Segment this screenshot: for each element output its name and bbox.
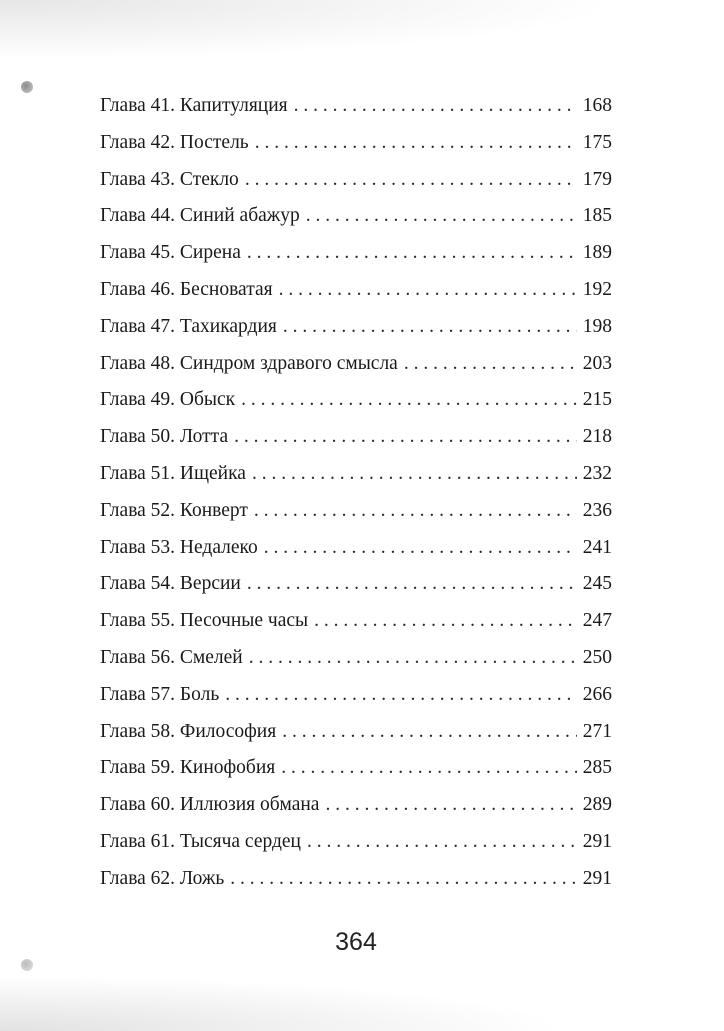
toc-entry-title: Глава 58. Философия bbox=[100, 720, 277, 742]
toc-entry-page: 175 bbox=[582, 131, 612, 153]
toc-entry bbox=[100, 824, 612, 861]
toc-entry bbox=[100, 419, 612, 456]
toc-entry-title: Глава 54. Версии bbox=[100, 573, 241, 595]
toc-entry-page: 236 bbox=[582, 499, 612, 521]
toc-entry bbox=[100, 198, 612, 235]
dot-leader bbox=[252, 456, 577, 493]
toc-entry-page: 271 bbox=[582, 720, 612, 742]
toc-entry-page: 179 bbox=[582, 168, 612, 190]
dot-leader bbox=[247, 566, 577, 603]
toc-entry-page: 232 bbox=[582, 462, 612, 484]
toc-entry-page: 203 bbox=[582, 352, 612, 374]
toc-entry-page: 215 bbox=[582, 389, 612, 411]
toc-entry bbox=[100, 787, 612, 824]
toc-entry-page: 198 bbox=[582, 315, 612, 337]
binding-hole-bottom bbox=[21, 959, 33, 971]
toc-entry bbox=[100, 235, 612, 272]
dot-leader bbox=[225, 677, 577, 714]
binding-hole-top bbox=[21, 81, 33, 93]
dot-leader bbox=[249, 640, 577, 677]
toc-entry-page: 189 bbox=[582, 242, 612, 264]
toc-entry-title: Глава 57. Боль bbox=[100, 683, 220, 705]
toc-entry bbox=[100, 714, 612, 751]
toc-entry bbox=[100, 750, 612, 787]
toc-entry-title: Глава 43. Стекло bbox=[100, 168, 239, 190]
toc-entry-page: 289 bbox=[582, 794, 612, 816]
dot-leader bbox=[283, 309, 577, 346]
toc-entry-page: 218 bbox=[582, 426, 612, 448]
toc-entry bbox=[100, 88, 612, 125]
page-number: 364 bbox=[335, 928, 377, 956]
toc-entry-title: Глава 61. Тысяча сердец bbox=[100, 830, 301, 852]
toc-entry bbox=[100, 125, 612, 162]
dot-leader bbox=[294, 88, 577, 125]
toc-entry-page: 247 bbox=[582, 610, 612, 632]
toc-entry-page: 245 bbox=[582, 573, 612, 595]
dot-leader bbox=[247, 235, 577, 272]
dot-leader bbox=[282, 714, 577, 751]
table-of-contents bbox=[100, 88, 612, 898]
toc-entry-title: Глава 41. Капитуляция bbox=[100, 95, 288, 116]
toc-entry bbox=[100, 861, 612, 898]
toc-entry bbox=[100, 162, 612, 199]
toc-entry-title: Глава 55. Песочные часы bbox=[100, 610, 309, 632]
dot-leader bbox=[230, 861, 576, 898]
page-shadow-bottom bbox=[0, 961, 724, 1031]
toc-entry-page: 192 bbox=[582, 278, 612, 300]
dot-leader bbox=[241, 382, 577, 419]
toc-entry-page: 185 bbox=[582, 205, 612, 227]
page-shadow-top bbox=[0, 0, 724, 70]
dot-leader bbox=[234, 419, 577, 456]
toc-entry-title: Глава 48. Синдром здравого смысла bbox=[100, 352, 398, 374]
toc-entry-title: Глава 62. Ложь bbox=[100, 867, 225, 889]
toc-entry bbox=[100, 566, 612, 603]
toc-entry-title: Глава 44. Синий абажур bbox=[100, 205, 300, 227]
toc-entry-title: Глава 51. Ищейка bbox=[100, 462, 246, 484]
toc-entry bbox=[100, 640, 612, 677]
toc-entry-page: 285 bbox=[582, 757, 612, 779]
toc-entry-title: Глава 46. Бесноватая bbox=[100, 278, 273, 300]
toc-entry-page: 241 bbox=[582, 536, 612, 558]
dot-leader bbox=[264, 530, 577, 567]
toc-entry-title: Глава 53. Недалеко bbox=[100, 536, 258, 558]
toc-entry bbox=[100, 309, 612, 346]
toc-entry-title: Глава 47. Тахикардия bbox=[100, 315, 277, 337]
toc-entry-title: Глава 49. Обыск bbox=[100, 389, 236, 411]
toc-entry bbox=[100, 382, 612, 419]
toc-entry-title: Глава 59. Кинофобия bbox=[100, 757, 276, 779]
toc-entry bbox=[100, 272, 612, 309]
toc-entry bbox=[100, 530, 612, 567]
toc-entry-title: Глава 60. Иллюзия обмана bbox=[100, 794, 320, 816]
toc-entry-title: Глава 56. Смелей bbox=[100, 646, 243, 668]
toc-entry-page: 168 bbox=[582, 95, 612, 116]
dot-leader bbox=[306, 198, 577, 235]
dot-leader bbox=[314, 603, 577, 640]
toc-entry-title: Глава 52. Конверт bbox=[100, 499, 248, 521]
toc-entry bbox=[100, 493, 612, 530]
toc-entry-page: 266 bbox=[582, 683, 612, 705]
toc-entry-page: 291 bbox=[582, 830, 612, 852]
dot-leader bbox=[325, 787, 576, 824]
toc-entry bbox=[100, 603, 612, 640]
toc-entry-page: 291 bbox=[582, 867, 612, 889]
toc-entry-title: Глава 45. Сирена bbox=[100, 242, 241, 264]
toc-entry bbox=[100, 456, 612, 493]
dot-leader bbox=[281, 750, 576, 787]
toc-entry bbox=[100, 346, 612, 383]
dot-leader bbox=[245, 162, 577, 199]
toc-entry-title: Глава 50. Лотта bbox=[100, 426, 229, 448]
toc-entry bbox=[100, 677, 612, 714]
dot-leader bbox=[307, 824, 577, 861]
toc-entry-page: 250 bbox=[582, 646, 612, 668]
dot-leader bbox=[404, 346, 577, 383]
toc-entry-title: Глава 42. Постель bbox=[100, 131, 249, 153]
dot-leader bbox=[279, 272, 577, 309]
dot-leader bbox=[255, 125, 577, 162]
dot-leader bbox=[254, 493, 577, 530]
